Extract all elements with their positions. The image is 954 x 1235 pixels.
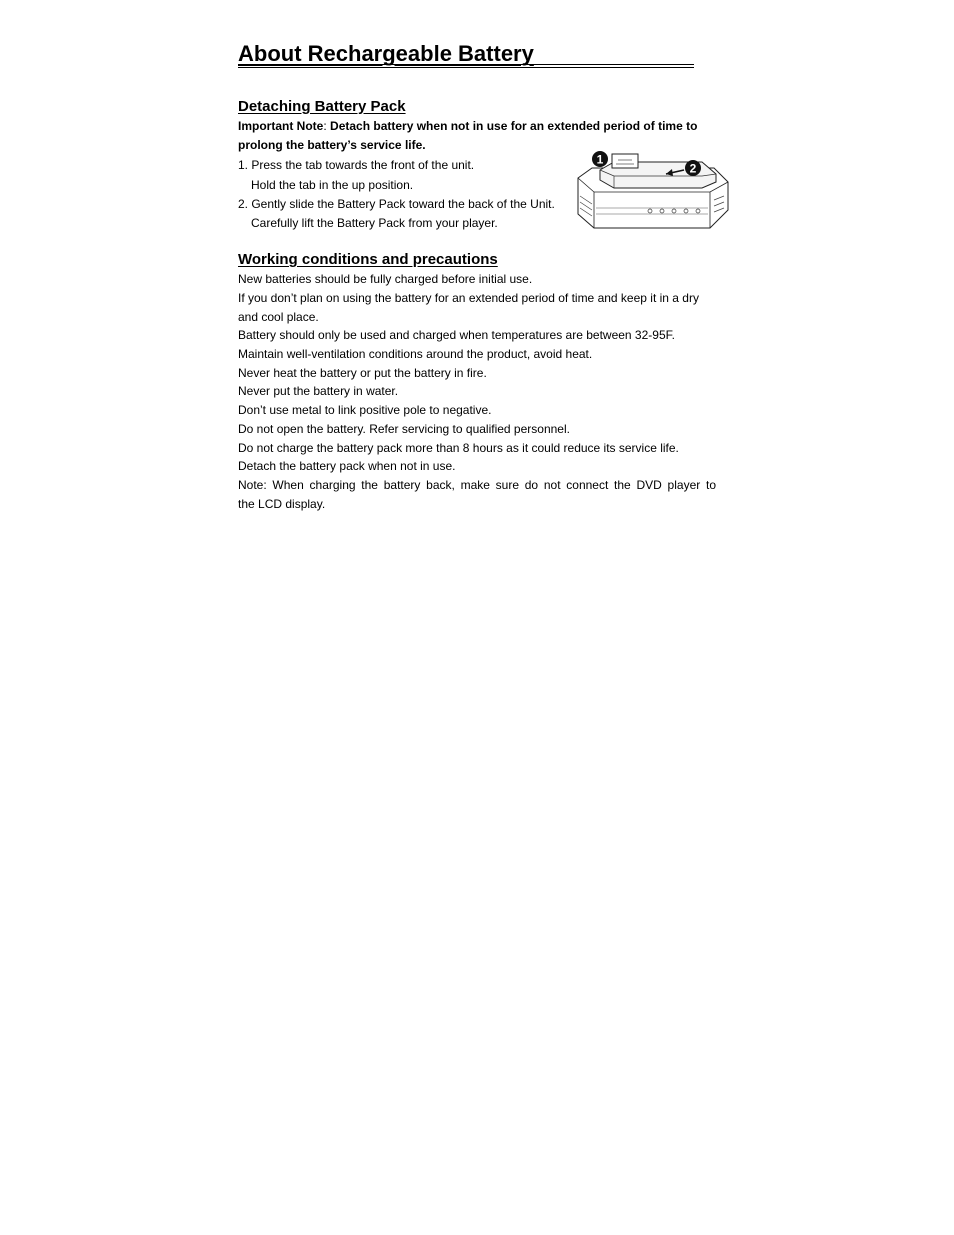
precaution-line: Never heat the battery or put the battery in fire. [238,366,487,380]
step-1-detail: Hold the tab in the up position. [251,178,414,192]
title-rule-top [238,64,694,65]
important-note-label: Important Note [238,119,324,133]
dvd-player-battery-icon [574,148,732,232]
precaution-note-line-end: the LCD display. [238,497,326,511]
page-title: About Rechargeable Battery [238,41,534,66]
battery-pack-illustration [574,148,732,232]
precaution-line: If you don’t plan on using the battery for an extended period of time and keep it in a dry [238,291,699,305]
important-note-text-1: Detach battery when not in use for an extended period of time to [330,119,698,133]
precaution-line: Do not charge the battery pack more than 8 hours as it could reduce its service life. [238,441,679,455]
callout-1-label: 1 [596,152,604,167]
precaution-line: New batteries should be fully charged before initial use. [238,272,533,286]
precaution-line: Do not open the battery. Refer servicing to qualified personnel. [238,422,570,436]
important-note-line-1 [238,119,697,134]
detaching-heading: Detaching Battery Pack [238,98,406,115]
precaution-line: Detach the battery pack when not in use. [238,459,456,473]
precaution-line: Don’t use metal to link positive pole to negative. [238,403,492,417]
title-rule-bottom [238,67,694,68]
page-title-block [238,40,694,70]
precaution-note-line: Note: When charging the battery back, make sure do not connect the DVD player to [238,478,716,492]
precaution-line: Battery should only be used and charged when temperatures are between 32-95F. [238,328,675,342]
precautions-heading: Working conditions and precautions [238,251,498,268]
important-note-line-2: prolong the battery’s service life. [238,138,426,152]
precaution-line: and cool place. [238,310,319,324]
precaution-line: Never put the battery in water. [238,384,399,398]
step-2: 2. Gently slide the Battery Pack toward the back of the Unit. [238,197,555,211]
precaution-line: Maintain well-ventilation conditions around the product, avoid heat. [238,347,593,361]
important-note-separator: : [323,119,327,133]
callout-2-label: 2 [689,161,697,176]
step-1: 1. Press the tab towards the front of the unit. [238,158,475,172]
step-2-detail: Carefully lift the Battery Pack from your player. [251,216,498,230]
